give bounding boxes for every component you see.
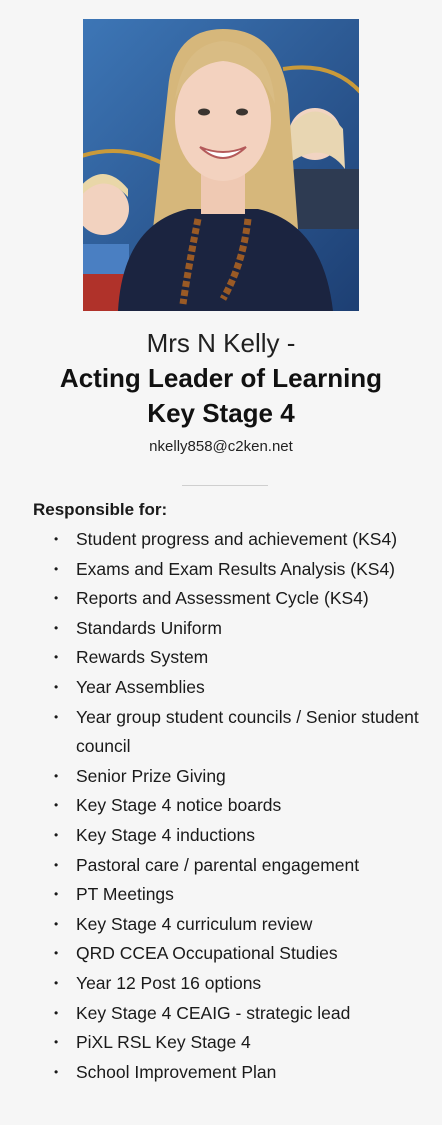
list-item: • Key Stage 4 notice boards bbox=[50, 791, 430, 821]
staff-name: Mrs N Kelly - bbox=[146, 328, 296, 358]
divider bbox=[182, 485, 268, 486]
staff-role-title: Acting Leader of Learning bbox=[59, 363, 383, 393]
list-item: • QRD CCEA Occupational Studies bbox=[50, 939, 430, 969]
list-item: • Reports and Assessment Cycle (KS4) bbox=[50, 584, 430, 614]
list-item: • School Improvement Plan bbox=[50, 1058, 430, 1088]
list-item: • Rewards System bbox=[50, 643, 430, 673]
list-item: • Year 12 Post 16 options bbox=[50, 969, 430, 999]
list-item: • Year Assemblies bbox=[50, 673, 430, 703]
list-item: • Standards Uniform bbox=[50, 614, 430, 644]
list-item: • Senior Prize Giving bbox=[50, 762, 430, 792]
list-item: • Pastoral care / parental engagement bbox=[50, 851, 430, 881]
responsibilities-heading: Responsible for: bbox=[33, 500, 168, 519]
list-item: • Student progress and achievement (KS4) bbox=[50, 525, 430, 555]
staff-email[interactable]: nkelly858@c2ken.net bbox=[149, 438, 293, 455]
list-item: • Key Stage 4 CEAIG - strategic lead bbox=[50, 999, 430, 1029]
list-item: • PiXL RSL Key Stage 4 bbox=[50, 1028, 430, 1058]
responsibilities-list bbox=[50, 525, 430, 1087]
staff-role-subtitle: Key Stage 4 bbox=[147, 398, 295, 428]
list-item: • Key Stage 4 inductions bbox=[50, 821, 430, 851]
list-item: • PT Meetings bbox=[50, 880, 430, 910]
list-item: • Year group student councils / Senior student council bbox=[50, 703, 430, 762]
list-item: • Exams and Exam Results Analysis (KS4) bbox=[50, 555, 430, 585]
profile-photo bbox=[83, 19, 359, 311]
list-item: • Key Stage 4 curriculum review bbox=[50, 910, 430, 940]
